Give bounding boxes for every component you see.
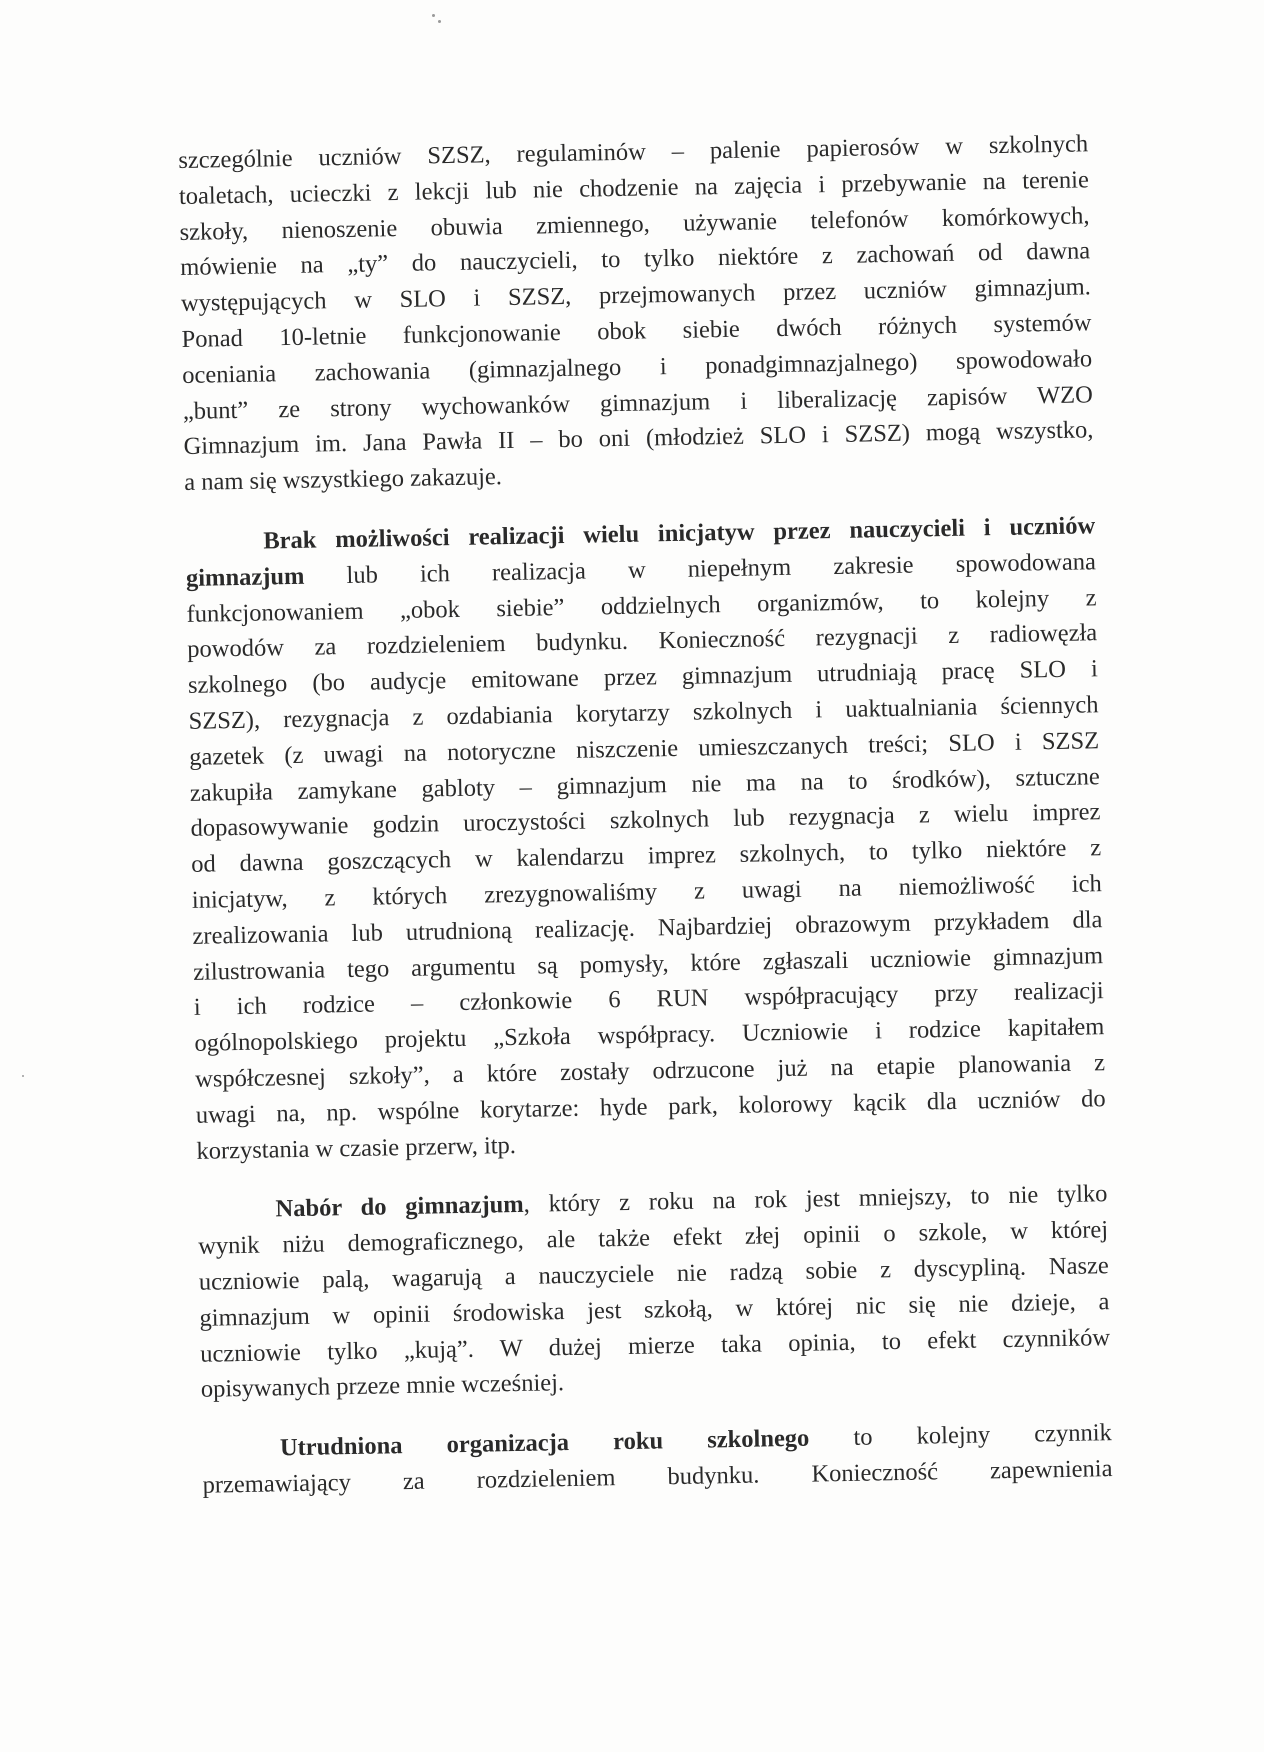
line-text: opisywanych przeze mnie wcześniej. (200, 1369, 565, 1404)
line-text: ogólnopolskiego projektu „Szkoła współpracy. Uczniowie i rodzice kapitałem (194, 1013, 1105, 1057)
line-text: lub ich realizacja w niepełnym zakresie spowodowana (304, 548, 1097, 590)
line-text: wynik niżu demograficznego, ale także efekt złej opinii o szkole, w której (197, 1216, 1109, 1260)
line-text: szkoły, nienoszenie obuwia zmiennego, używanie telefonów komórkowych, (179, 201, 1090, 246)
line-text: Ponad 10-letnie funkcjonowanie obok siebie dwóch różnych systemów (181, 309, 1092, 353)
line-text: uczniowie tylko „kują”. W dużej mierze taka opinia, to efekt czynników (199, 1323, 1111, 1368)
scan-speck (22, 1075, 24, 1077)
scan-speck (432, 14, 435, 17)
line-text: współczesnej szkoły”, a które zostały odrzucone już na etapie planowania z (194, 1049, 1106, 1093)
line-text: uczniowie palą, wagarują a nauczyciele nie radzą sobie z dyscypliną. Nasze (198, 1252, 1109, 1296)
bold-lead-phrase: gimnazjum (185, 562, 305, 592)
line-text: „bunt” ze strony wychowanków gimnazjum i liberalizację zapisów WZO (182, 380, 1094, 425)
line-text: szkolnego (bo audycje emitowane przez gimnazjum utrudniają pracę SLO i (187, 655, 1099, 700)
line-text: powodów za rozdzieleniem budynku. Konieczność rezygnacji z radiowęzła (187, 619, 1098, 664)
paragraph (197, 1176, 1111, 1407)
line-text: uwagi na, np. wspólne korytarze: hyde park, kolorowy kącik dla uczniów do (195, 1084, 1106, 1129)
line-text: Gimnazjum im. Jana Pawła II – bo oni (młodzież SLO i SZSZ) mogą wszystko, (183, 416, 1094, 461)
scan-speck (438, 20, 441, 23)
line-text: mówienie na „ty” do nauczycieli, to tylko niektóre z zachowań od dawna (180, 237, 1091, 282)
line-text: gazetek (z uwagi na notoryczne niszczenie umieszczanych treści; SLO i SZSZ (189, 726, 1100, 771)
paragraph (202, 1415, 1113, 1503)
line-text: dopasowywanie godzin uroczystości szkolnych lub rezygnacja z wielu imprez (190, 798, 1101, 843)
line-text: SZSZ), rezygnacja z ozdabiania korytarzy szkolnych i uaktualniania ściennych (188, 691, 1099, 735)
paragraph-indent (185, 548, 263, 549)
paragraph-indent (202, 1455, 280, 1456)
bold-lead-phrase: Nabór do gimnazjum (275, 1191, 524, 1223)
line-text: przemawiający za rozdzieleniem budynku. Konieczność zapewnienia (202, 1454, 1113, 1499)
line-text: , który z roku na rok jest mniejszy, to nie tylko (523, 1180, 1108, 1219)
line-text: i ich rodzice – członkowie 6 RUN współpracujący przy realizacji (193, 977, 1104, 1022)
paragraph (178, 126, 1094, 501)
line-text: zakupiła zamykane gabloty – gimnazjum nie ma na to środków), sztuczne (189, 762, 1101, 807)
line-text: funkcjonowaniem „obok siebie” oddzielnych organizmów, to kolejny z (186, 583, 1097, 628)
line-text: zrealizowania lub utrudnioną realizację. Najbardziej obrazowym przykładem dla (192, 905, 1103, 950)
bold-lead-phrase: Brak możliwości realizacji wielu inicjatyw przez nauczycieli i uczniów (263, 512, 1096, 555)
line-text: występujących w SLO i SZSZ, przejmowanych przez uczniów gimnazjum. (180, 273, 1092, 318)
line-text: od dawna goszczących w kalendarzu imprez szkolnych, to tylko niektóre z (190, 834, 1102, 879)
bold-lead-phrase: Utrudniona organizacja roku szkolnego (279, 1424, 810, 1462)
line-text: zilustrowania tego argumentu są pomysły, które zgłaszali uczniowie gimnazjum (192, 941, 1104, 986)
line-text: oceniania zachowania (gimnazjalnego i ponadgimnazjalnego) spowodowało (182, 345, 1093, 389)
line-text: to kolejny czynnik (809, 1419, 1113, 1452)
line-text: a nam się wszystkiego zakazuje. (183, 463, 503, 497)
line-text: gimnazjum w opinii środowiska jest szkołą, w której nic się nie dzieje, a (199, 1287, 1110, 1332)
paragraph-indent (198, 1217, 276, 1218)
line-text: szczególnie uczniów SZSZ, regulaminów – palenie papierosów w szkolnych (178, 130, 1089, 174)
document-body (178, 126, 1113, 1503)
line-text: korzystania w czasie przerw, itp. (196, 1131, 517, 1165)
line-text: inicjatyw, z których zrezygnowaliśmy z uwagi na niemożliwość ich (191, 870, 1102, 914)
paragraph (185, 508, 1107, 1169)
line-text: toaletach, ucieczki z lekcji lub nie chodzenie na zajęcia i przebywanie na terenie (178, 166, 1090, 210)
